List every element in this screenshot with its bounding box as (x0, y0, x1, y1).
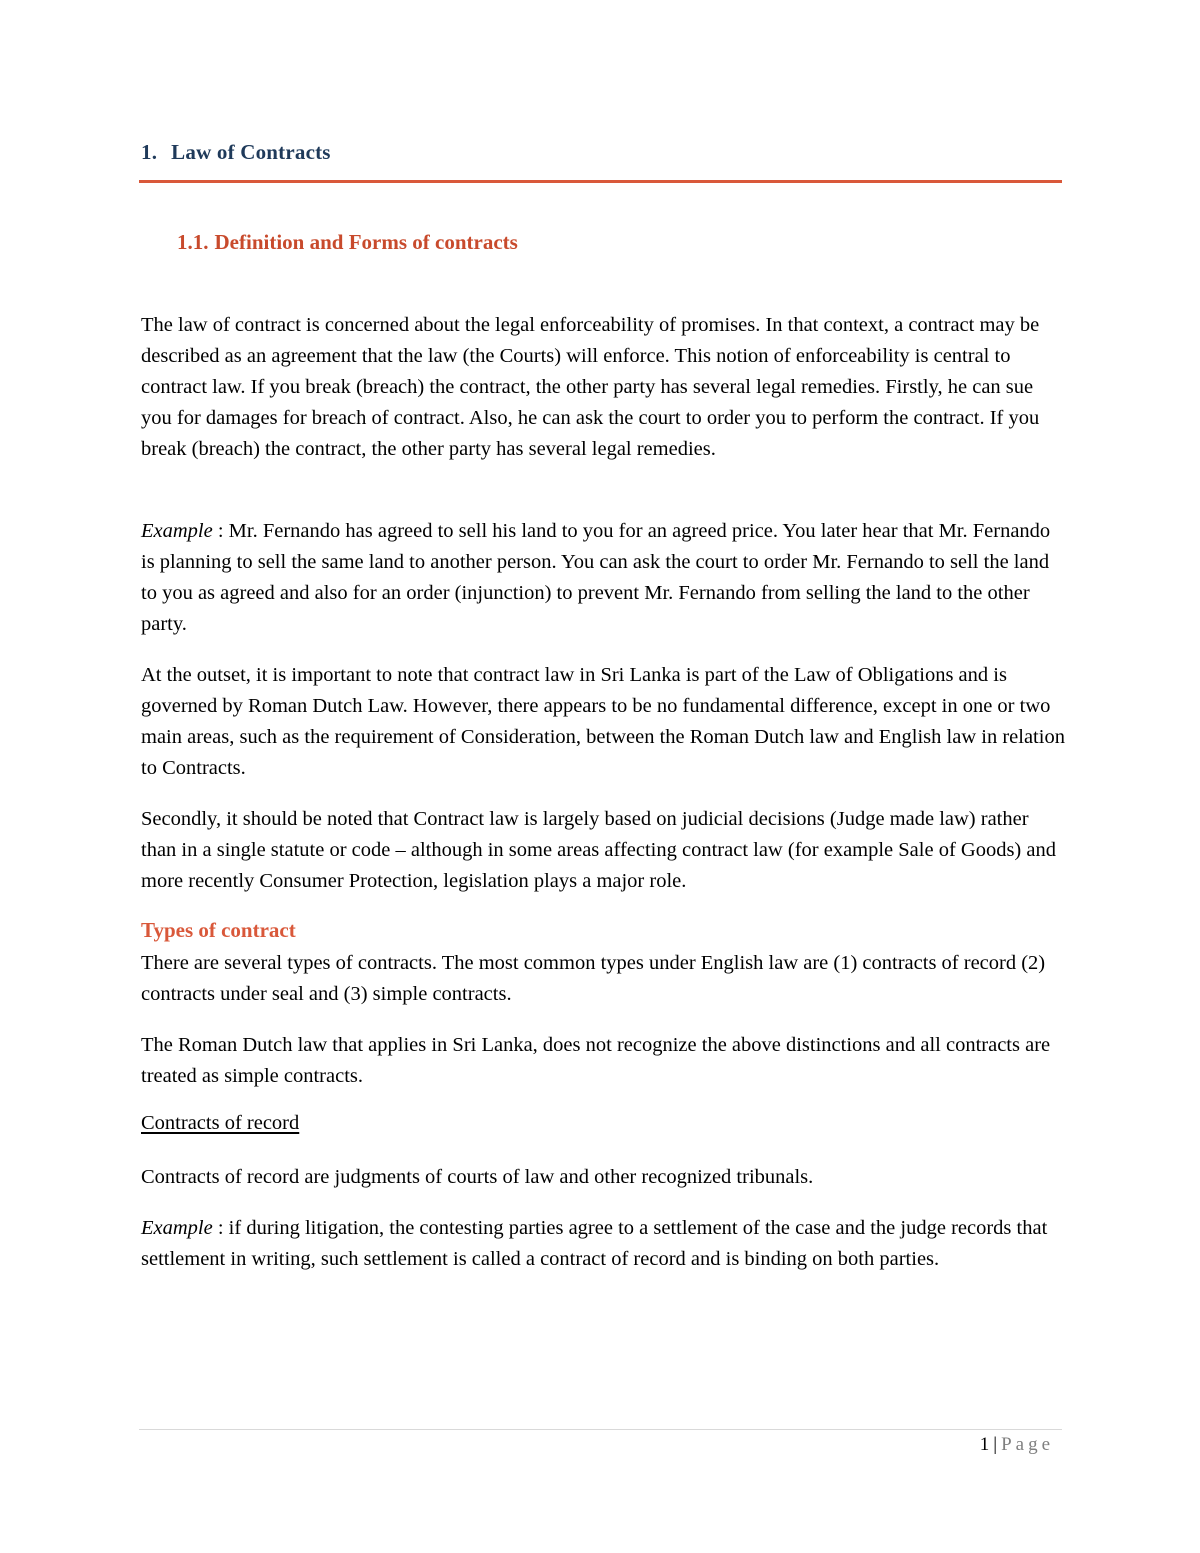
footer-separator: | (993, 1434, 998, 1455)
example-text: : Mr. Fernando has agreed to sell his land to you for an agreed price. You later hear that Mr. Fernando is planning to sell the same land to another person. You can ask the court to order Mr. Fernando to sell the land to you as agreed and also for an order (injunction) to prevent Mr. Fernando from selling the land to the other party. (141, 520, 1051, 635)
example-label: Example (141, 520, 213, 542)
example-text: : if during litigation, the contesting parties agree to a settlement of the case and the judge records that settlement in writing, such settlement is called a contract of record and is binding on both parties. (141, 1217, 1048, 1270)
chapter-heading (141, 140, 331, 165)
footer-rule (139, 1429, 1062, 1430)
paragraph-simple-contracts: The Roman Dutch law that applies in Sri Lanka, does not recognize the above distinctions and all contracts are treated as simple contracts. (141, 1034, 1051, 1087)
paragraph-intro: The law of contract is concerned about the legal enforceability of promises. In that context, a contract may be described as an agreement that the law (the Courts) will enforce. This notion of enforceability is central to contract law. If you break (breach) the contract, the other party has several legal remedies. Firstly, he can sue you for damages for breach of contract. Also, he can ask the court to order you to perform the contract. If you break (breach) the contract, the other party has several legal remedies. (141, 314, 1040, 460)
page-footer (980, 1434, 1054, 1456)
chapter-title: Law of Contracts (171, 140, 331, 164)
types-of-contract-heading: Types of contract (141, 918, 296, 942)
paragraph-judicial-decisions: Secondly, it should be noted that Contract law is largely based on judicial decisions (Judge made law) rather than in a single statute or code – although in some areas affecting contract law (for example Sale of Goods) and more recently Consumer Protection, legislation plays a major role. (141, 808, 1056, 892)
contracts-of-record-heading: Contracts of record (141, 1112, 300, 1134)
example-label: Example (141, 1217, 213, 1239)
section-number: 1.1. (177, 230, 209, 254)
paragraph-example-litigation (141, 1213, 1066, 1275)
heading-underline-rule (139, 180, 1062, 183)
section-heading (177, 230, 518, 255)
paragraph-example-fernando (141, 516, 1066, 640)
paragraph-types-of-contracts: There are several types of contracts. The most common types under English law are (1) contracts of record (2) contracts under seal and (3) simple contracts. (141, 952, 1046, 1005)
chapter-number: 1. (141, 140, 158, 164)
page-word: Page (1001, 1434, 1054, 1455)
section-title: Definition and Forms of contracts (214, 230, 518, 254)
paragraph-roman-dutch-law: At the outset, it is important to note that contract law in Sri Lanka is part of the Law of Obligations and is governed by Roman Dutch Law. However, there appears to be no fundamental difference, except in one or two main areas, such as the requirement of Consideration, between the Roman Dutch law and English law in relation to Contracts. (141, 664, 1065, 779)
paragraph-contracts-of-record: Contracts of record are judgments of courts of law and other recognized tribunals. (141, 1166, 814, 1188)
page-number: 1 (979, 1434, 990, 1455)
